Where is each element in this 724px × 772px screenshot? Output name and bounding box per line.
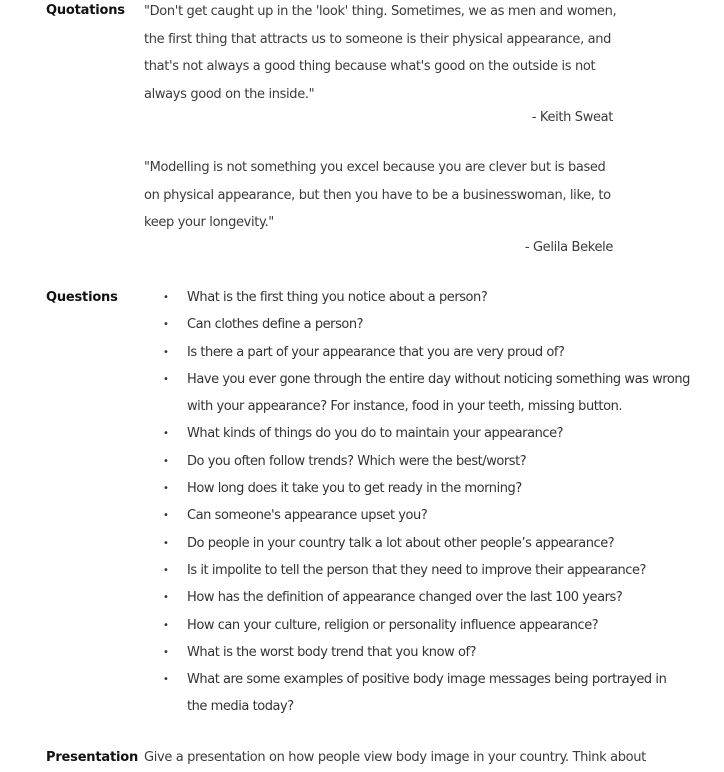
- quote-line: "Modelling is not something you excel because you are clever but is based: [144, 160, 606, 175]
- presentation-text: Give a presentation on how people view body image in your country. Think about: [144, 750, 646, 765]
- questions-list: [160, 284, 690, 721]
- list-item: [160, 339, 690, 366]
- bullet-icon: •: [163, 592, 169, 604]
- question-text: What is the worst body trend that you know of?: [187, 644, 477, 660]
- bullet-icon: •: [163, 674, 169, 686]
- list-item: [160, 475, 690, 502]
- quote-line: "Don't get caught up in the 'look' thing. Sometimes, we as men and women,: [144, 4, 617, 19]
- question-text: Is there a part of your appearance that you are very proud of?: [187, 344, 565, 360]
- bullet-icon: •: [163, 564, 169, 576]
- question-text: Do people in your country talk a lot about other people’s appearance?: [187, 535, 615, 551]
- bullet-icon: •: [163, 537, 169, 549]
- bullet-icon: •: [163, 483, 169, 495]
- list-item: [160, 448, 690, 475]
- question-text: How can your culture, religion or personality influence appearance?: [187, 617, 599, 633]
- question-text: What kinds of things do you do to maintain your appearance?: [187, 426, 564, 442]
- list-item: [160, 530, 690, 557]
- list-item: [160, 612, 690, 639]
- quote-author: - Keith Sweat: [531, 110, 613, 125]
- bullet-icon: •: [163, 619, 169, 631]
- quote-2: [144, 154, 624, 237]
- list-item: [160, 584, 690, 611]
- bullet-icon: •: [163, 455, 169, 467]
- question-text: What are some examples of positive body image messages being portrayed in the media today?: [187, 672, 667, 715]
- list-item: [160, 366, 690, 421]
- bullet-icon: •: [163, 646, 169, 658]
- list-item: [160, 557, 690, 584]
- list-item: [160, 502, 690, 529]
- question-text: Can clothes define a person?: [187, 317, 364, 333]
- question-text: Can someone's appearance upset you?: [187, 508, 428, 524]
- quote-line: the first thing that attracts us to someone is their physical appearance, and: [144, 31, 612, 47]
- quotations-label: Quotations: [46, 3, 125, 18]
- bullet-icon: •: [163, 346, 169, 358]
- list-item: [160, 284, 690, 311]
- list-item: [160, 420, 690, 447]
- question-text: How has the definition of appearance changed over the last 100 years?: [187, 590, 623, 606]
- questions-label: Questions: [46, 290, 118, 305]
- bullet-icon: •: [163, 319, 169, 331]
- bullet-icon: •: [163, 292, 169, 303]
- quote-line: on physical appearance, but then you have to be a businesswoman, like, to: [144, 187, 611, 203]
- question-text: Have you ever gone through the entire day without noticing something was wrong with your appearance? For instance, food in your teeth, missing button.: [187, 371, 690, 415]
- quote-author: - Gelila Bekele: [524, 240, 613, 255]
- bullet-icon: •: [163, 510, 169, 522]
- quote-line: that's not always a good thing because what's good on the outside is not: [144, 59, 596, 74]
- list-item: [160, 639, 690, 666]
- question-text: Is it impolite to tell the person that they need to improve their appearance?: [187, 562, 646, 578]
- quote-line: keep your longevity.": [144, 215, 274, 230]
- question-text: How long does it take you to get ready in the morning?: [187, 481, 522, 497]
- bullet-icon: •: [163, 428, 169, 440]
- list-item: [160, 666, 690, 721]
- presentation-label: Presentation: [46, 750, 139, 765]
- quote-line: always good on the inside.": [144, 86, 315, 102]
- quote-1: [144, 0, 624, 108]
- list-item: [160, 311, 690, 338]
- question-text: What is the first thing you notice about a person?: [187, 290, 488, 305]
- bullet-icon: •: [163, 373, 169, 385]
- question-text: Do you often follow trends? Which were the best/worst?: [187, 453, 527, 469]
